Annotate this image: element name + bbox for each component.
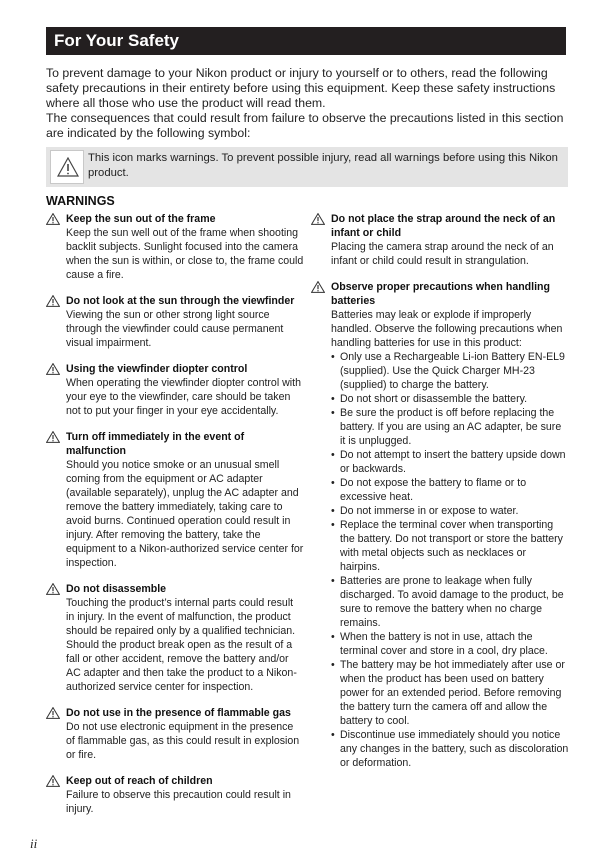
page-number: ii	[30, 836, 38, 851]
intro-paragraph: The consequences that could result from failure to observe the precautions listed in this section are indicated by the following symbol:	[46, 111, 564, 140]
warning-item	[46, 212, 304, 282]
warnings-right-column	[311, 212, 569, 782]
warning-item	[46, 706, 304, 762]
list-item: • Do not immerse in or expose to water.	[331, 504, 569, 518]
warning-title: Do not use in the presence of flammable gas	[66, 707, 291, 719]
intro-paragraph: To prevent damage to your Nikon product or injury to yourself or to others, read the following safety precautions in their entirety before using this equipment. Keep these safety instructions where all those who use the product will read them.	[46, 66, 556, 110]
warning-triangle-icon	[311, 213, 325, 229]
list-item: • Batteries are prone to leakage when fully discharged. To avoid damage to the product, be sure to remove the battery when no charge remains.	[331, 574, 569, 630]
list-item: • Do not attempt to insert the battery upside down or backwards.	[331, 448, 569, 476]
warning-item	[311, 280, 569, 770]
warning-body: Touching the product’s internal parts could result in injury. In the event of malfunction, the product should be repaired only by a qualified technician. Should the product break open as the result of a fall or other accident, remove the battery and/or AC adapter and then take the product to a Nikon-authorized service center for inspection.	[66, 597, 297, 693]
note-text: This icon marks warnings. To prevent possible injury, read all warnings before using this Nikon product.	[88, 152, 558, 179]
warning-body: Placing the camera strap around the neck of an infant or child could result in strangulation.	[331, 241, 554, 267]
warning-item	[46, 294, 304, 350]
warning-triangle-icon	[46, 363, 60, 379]
list-item: • The battery may be hot immediately after use or when the product has been used on battery power for an extended period. Before removing the battery turn the camera off and allow the battery to cool.	[331, 658, 569, 728]
list-item: • Replace the terminal cover when transporting the battery. Do not transport or store the battery with metal objects such as necklaces or hairpins.	[331, 518, 569, 574]
warning-triangle-icon	[57, 157, 79, 177]
warning-item	[311, 212, 569, 268]
list-item: • Discontinue use immediately should you notice any changes in the battery, such as discoloration or deformation.	[331, 728, 569, 770]
warning-symbol-note	[46, 147, 568, 187]
warning-body: Should you notice smoke or an unusual smell coming from the equipment or AC adapter (available separately), unplug the AC adapter and remove the battery immediately, taking care to avoid burns. Continued operation could result in injury. After removing the battery, take the equipment to a Nikon-authorized service center for inspection.	[66, 459, 304, 569]
warning-triangle-icon	[46, 775, 60, 791]
list-item: • Be sure the product is off before replacing the battery. If you are using an AC adapter, be sure it is unplugged.	[331, 406, 569, 448]
warning-body: When operating the viewfinder diopter control with your eye to the viewfinder, care should be taken not to put your finger in your eye accidentally.	[66, 377, 301, 417]
warning-title: Keep out of reach of children	[66, 775, 213, 787]
warning-triangle-icon	[311, 281, 325, 297]
list-item: • Only use a Rechargeable Li-ion Battery EN-EL9 (supplied). Use the Quick Charger MH-23 (supplied) to charge the battery.	[331, 350, 569, 392]
warning-title: Turn off immediately in the event of malfunction	[66, 431, 245, 457]
warning-title: Do not disassemble	[66, 583, 167, 595]
warning-body: Keep the sun well out of the frame when shooting backlit subjects. Sunlight focused into the camera when the sun is within, or close to, the frame could cause a fire.	[66, 227, 304, 281]
warning-item	[46, 362, 304, 418]
warnings-heading: WARNINGS	[46, 194, 115, 208]
warning-title: Keep the sun out of the frame	[66, 213, 216, 225]
list-item: • Do not short or disassemble the battery.	[331, 392, 569, 406]
warning-title: Do not look at the sun through the viewfinder	[66, 295, 295, 307]
battery-precautions-list	[331, 350, 569, 770]
warning-body: Failure to observe this precaution could result in injury.	[66, 789, 291, 815]
warning-triangle-icon	[46, 213, 60, 229]
list-item: • Do not expose the battery to flame or to excessive heat.	[331, 476, 569, 504]
warning-triangle-icon	[46, 431, 60, 447]
warning-triangle-icon	[46, 295, 60, 311]
warning-body: Batteries may leak or explode if improperly handled. Observe the following precautions when handling batteries for use in this product:	[331, 309, 563, 349]
warning-title: Do not place the strap around the neck of an infant or child	[331, 213, 556, 239]
warnings-left-column	[46, 212, 304, 828]
note-icon-box	[50, 150, 84, 184]
warning-triangle-icon	[46, 583, 60, 599]
warning-item	[46, 582, 304, 694]
warning-title: Using the viewfinder diopter control	[66, 363, 248, 375]
page-title: For Your Safety	[46, 27, 566, 55]
warning-item	[46, 774, 304, 816]
warning-body: Do not use electronic equipment in the presence of flammable gas, as this could result in explosion or fire.	[66, 721, 300, 761]
list-item: • When the battery is not in use, attach the terminal cover and store in a cool, dry place.	[331, 630, 569, 658]
warning-item	[46, 430, 304, 570]
warning-title: Observe proper precautions when handling batteries	[331, 281, 550, 307]
warning-triangle-icon	[46, 707, 60, 723]
intro-section	[46, 66, 568, 141]
warning-body: Viewing the sun or other strong light source through the viewfinder could cause permanent visual impairment.	[66, 309, 284, 349]
